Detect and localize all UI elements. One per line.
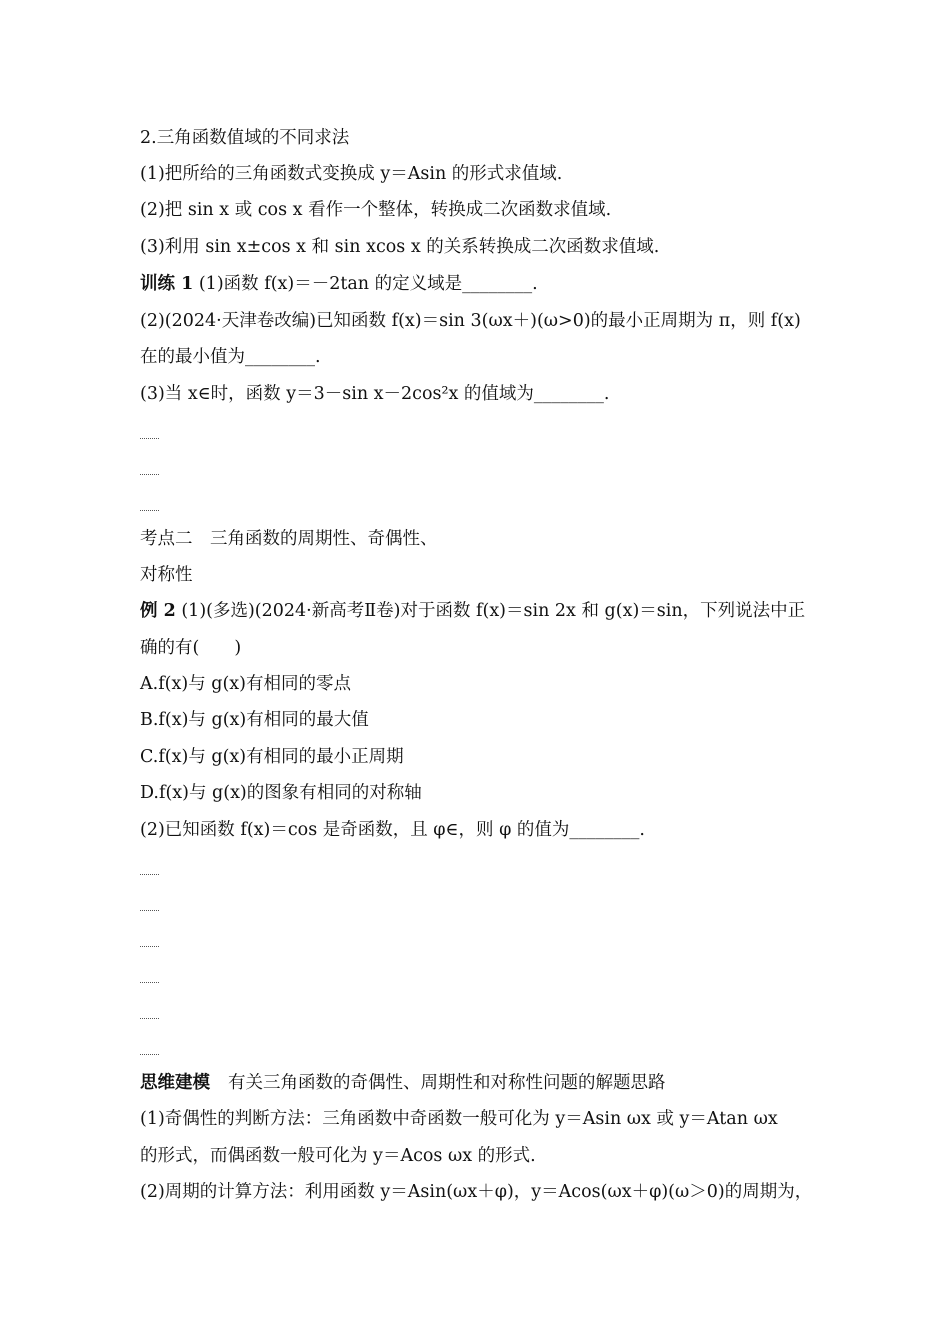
modeling-heading bbox=[140, 1071, 666, 1095]
example-line1-text: (1)(多选)(2024·新高考Ⅱ卷)对于函数 f(x)＝sin 2x 和 g(x)＝sin，下列说法中正 bbox=[181, 601, 806, 621]
answer-line bbox=[140, 910, 159, 911]
topic-heading-line2: 对称性 bbox=[140, 565, 193, 585]
example2-line1 bbox=[140, 599, 805, 623]
option-c: C.f(x)与 g(x)有相同的最小正周期 bbox=[140, 747, 404, 767]
method-item-1: (1)把所给的三角函数式变换成 y＝Asin 的形式求值域. bbox=[140, 164, 563, 184]
answer-line bbox=[140, 438, 159, 439]
answer-line bbox=[140, 474, 159, 475]
exercise1-q1 bbox=[140, 272, 538, 296]
method-item-3: (3)利用 sin x±cos x 和 sin xcos x 的关系转换成二次函数求值域. bbox=[140, 237, 660, 257]
answer-line bbox=[140, 1018, 159, 1019]
answer-line bbox=[140, 510, 159, 511]
exercise-label: 训练 1 bbox=[140, 274, 194, 294]
answer-line bbox=[140, 982, 159, 983]
option-b: B.f(x)与 g(x)有相同的最大值 bbox=[140, 710, 369, 730]
answer-line bbox=[140, 946, 159, 947]
option-a: A.f(x)与 g(x)有相同的零点 bbox=[140, 674, 351, 694]
example-label: 例 2 bbox=[140, 601, 176, 621]
modeling-p1-line1: (1)奇偶性的判断方法：三角函数中奇函数一般可化为 y＝Asin ωx 或 y＝Atan ωx bbox=[140, 1109, 778, 1129]
section-heading: 2.三角函数值域的不同求法 bbox=[140, 128, 350, 148]
answer-line bbox=[140, 874, 159, 875]
option-d: D.f(x)与 g(x)的图象有相同的对称轴 bbox=[140, 783, 422, 803]
modeling-title: 有关三角函数的奇偶性、周期性和对称性问题的解题思路 bbox=[228, 1073, 666, 1093]
exercise1-q3: (3)当 x∈时，函数 y＝3－sin x－2cos²x 的值域为________. bbox=[140, 384, 610, 404]
topic-heading-line1: 考点二 三角函数的周期性、奇偶性、 bbox=[140, 529, 438, 549]
modeling-label: 思维建模 bbox=[140, 1073, 210, 1093]
exercise1-q2-line2: 在的最小值为________. bbox=[140, 347, 321, 367]
answer-line bbox=[140, 1054, 159, 1055]
example2-q2: (2)已知函数 f(x)＝cos 是奇函数，且 φ∈，则 φ 的值为________. bbox=[140, 820, 645, 840]
exercise-q1-text: (1)函数 f(x)＝－2tan 的定义域是________. bbox=[198, 274, 538, 294]
modeling-p2-line1: (2)周期的计算方法：利用函数 y＝Asin(ωx＋φ)，y＝Acos(ωx＋φ)(ω＞0)的周期为， bbox=[140, 1182, 813, 1202]
modeling-p1-line2: 的形式，而偶函数一般可化为 y＝Acos ωx 的形式. bbox=[140, 1146, 536, 1166]
example2-line2: 确的有( ) bbox=[140, 638, 242, 658]
method-item-2: (2)把 sin x 或 cos x 看作一个整体，转换成二次函数求值域. bbox=[140, 200, 612, 220]
exercise1-q2-line1: (2)(2024·天津卷改编)已知函数 f(x)＝sin 3(ωx＋)(ω>0)的最小正周期为 π，则 f(x) bbox=[140, 311, 801, 331]
